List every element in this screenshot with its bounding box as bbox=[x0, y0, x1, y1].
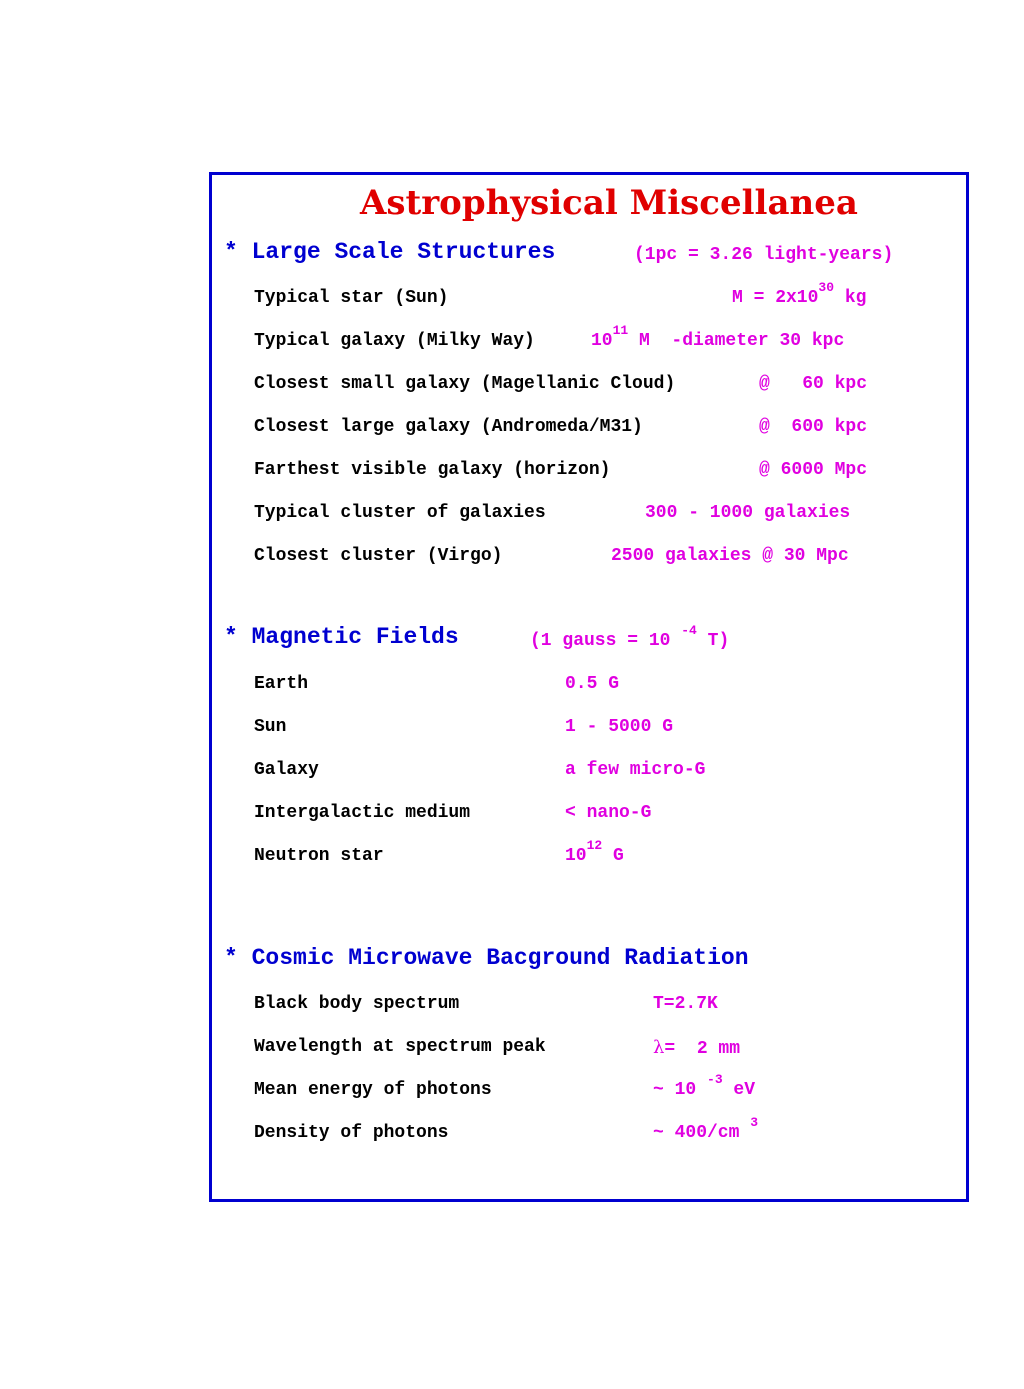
row-label: Typical galaxy (Milky Way) bbox=[254, 331, 535, 351]
row-value: @ 6000 Mpc bbox=[759, 460, 868, 480]
row-label: Wavelength at spectrum peak bbox=[254, 1037, 546, 1057]
section-note: (1 gauss = 10 $^{-4}$ T) bbox=[530, 623, 730, 651]
section-heading: Large Scale Structures bbox=[251, 239, 556, 265]
row-value: a few micro-G bbox=[565, 760, 706, 780]
content-frame bbox=[209, 172, 969, 1202]
section-large-scale-heading bbox=[224, 239, 555, 265]
row-value: @ 600 kpc bbox=[759, 417, 868, 437]
row-label: Mean energy of photons bbox=[254, 1080, 492, 1100]
row-label: Neutron star bbox=[254, 846, 384, 866]
row-value: 0.5 G bbox=[565, 674, 620, 694]
row-label: Closest small galaxy (Magellanic Cloud) bbox=[254, 374, 676, 394]
row-value: 2500 galaxies @ 30 Mpc bbox=[611, 546, 849, 566]
row-value: $M = 2x10^{30}$ kg bbox=[732, 280, 867, 308]
row-label: Density of photons bbox=[254, 1123, 449, 1143]
row-value: 300 - 1000 galaxies bbox=[645, 503, 851, 523]
row-value: < nano-G bbox=[565, 803, 652, 823]
row-value: ~ 10 $^{-3}$ eV bbox=[653, 1072, 756, 1100]
row-label: Intergalactic medium bbox=[254, 803, 471, 823]
row-label: Galaxy bbox=[254, 760, 319, 780]
section-heading: Magnetic Fields bbox=[251, 624, 459, 650]
section-magnetic-heading bbox=[224, 624, 459, 650]
bullet: * bbox=[224, 239, 238, 265]
row-value: λ= 2 mm bbox=[653, 1037, 741, 1059]
row-label: Black body spectrum bbox=[254, 994, 460, 1014]
row-label: Closest large galaxy (Andromeda/M31) bbox=[254, 417, 643, 437]
row-value: 1 - 5000 G bbox=[565, 717, 674, 737]
row-label: Typical star (Sun) bbox=[254, 288, 449, 308]
row-label: Sun bbox=[254, 717, 287, 737]
row-label: Earth bbox=[254, 674, 309, 694]
lambda-symbol: λ bbox=[653, 1037, 665, 1058]
row-label: Closest cluster (Virgo) bbox=[254, 546, 503, 566]
row-value: ~ 400/cm $^3$ bbox=[653, 1115, 759, 1143]
bullet: * bbox=[224, 624, 238, 650]
section-heading: Cosmic Microwave Bacground Radiation bbox=[251, 945, 749, 971]
row-value: $10^{11}$ M -diameter 30 kpc bbox=[591, 323, 845, 351]
section-note: (1pc = 3.26 light-years) bbox=[634, 245, 894, 265]
row-value: T=2.7K bbox=[653, 994, 718, 1014]
row-label: Farthest visible galaxy (horizon) bbox=[254, 460, 611, 480]
page-title: Astrophysical Miscellanea bbox=[360, 183, 858, 223]
section-cmb-heading bbox=[224, 945, 749, 971]
row-value: $10^{12}$ G bbox=[565, 838, 624, 866]
bullet: * bbox=[224, 945, 238, 971]
row-label: Typical cluster of galaxies bbox=[254, 503, 546, 523]
row-value: @ 60 kpc bbox=[759, 374, 868, 394]
